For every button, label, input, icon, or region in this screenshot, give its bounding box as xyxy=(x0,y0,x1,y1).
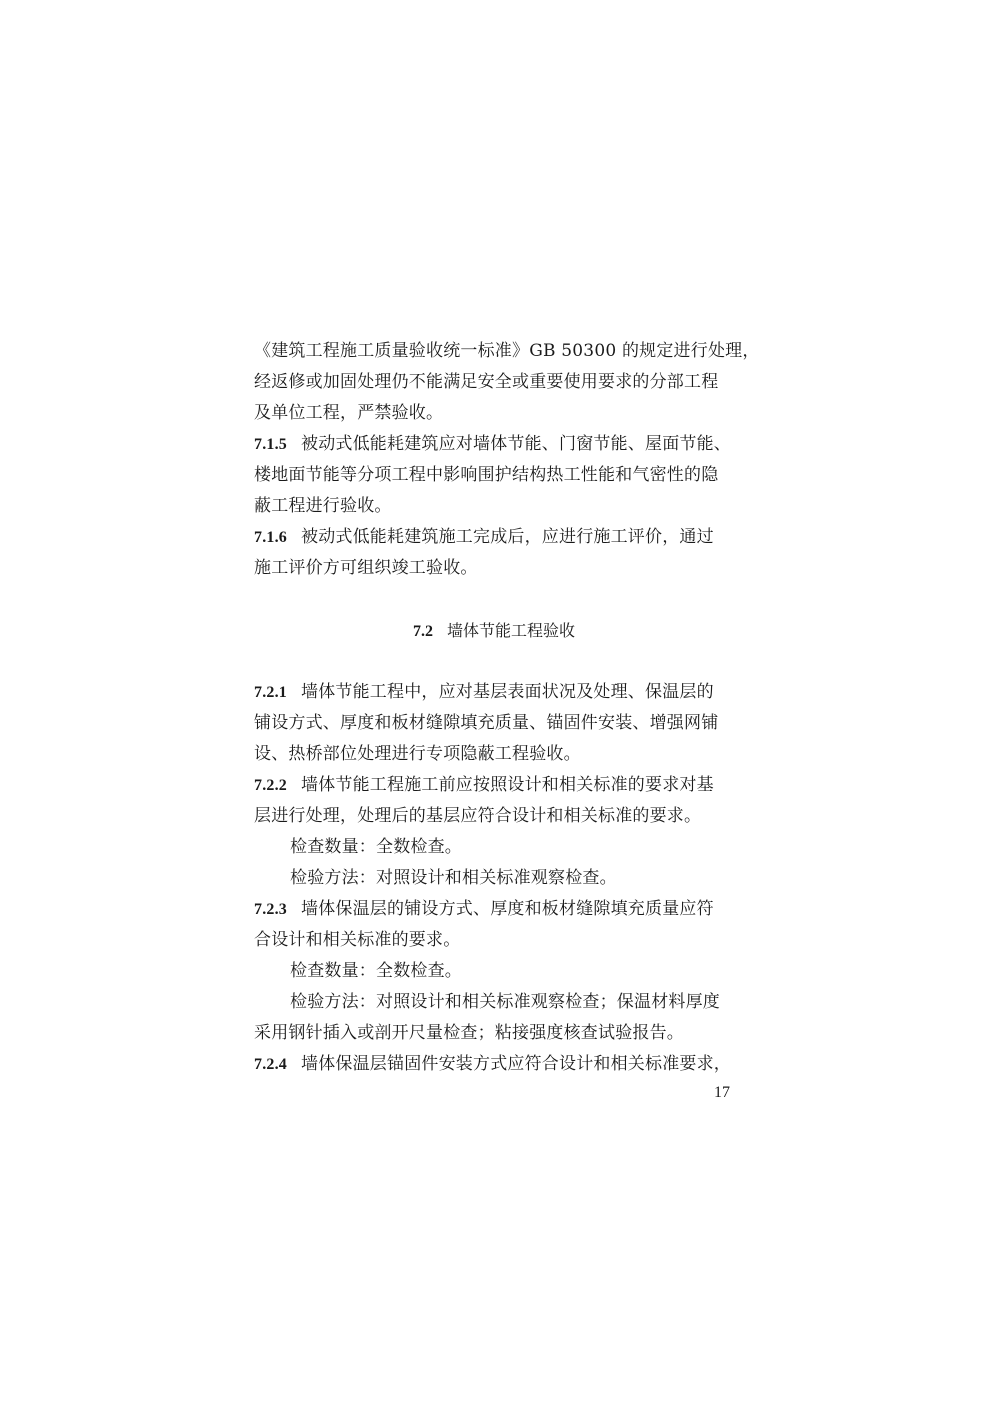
inspection-quantity: 检查数量：全数检查。 xyxy=(290,837,462,857)
clause-number: 7.2.1 xyxy=(254,684,287,701)
text-line: 墙体保温层的铺设方式、厚度和板材缝隙填充质量应符 xyxy=(301,899,714,919)
text-line: 墙体节能工程中，应对基层表面状况及处理、保温层的 xyxy=(301,682,714,702)
text-line: 被动式低能耗建筑应对墙体节能、门窗节能、屋面节能、 xyxy=(301,434,731,454)
text-line: 层进行处理，处理后的基层应符合设计和相关标准的要求。 xyxy=(254,806,702,826)
text-line: 经返修或加固处理仍不能满足安全或重要使用要求的分部工程 xyxy=(254,372,719,392)
text-line: 采用钢针插入或剖开尺量检查；粘接强度核查试验报告。 xyxy=(254,1023,684,1043)
text-line: 《建筑工程施工质量验收统一标准》GB 50300 的规定进行处理， xyxy=(254,341,760,361)
section-title: 墙体节能工程验收 xyxy=(446,621,575,640)
clause-number: 7.2.4 xyxy=(254,1056,287,1073)
clause-number: 7.1.6 xyxy=(254,529,287,546)
clause-7-1-5 xyxy=(254,429,734,522)
clause-7-2-3 xyxy=(254,894,734,1049)
inspection-quantity: 检查数量：全数检查。 xyxy=(290,961,462,981)
text-line: 施工评价方可组织竣工验收。 xyxy=(254,558,478,578)
inspection-method: 检验方法：对照设计和相关标准观察检查。 xyxy=(290,868,617,888)
clause-7-1-6 xyxy=(254,522,734,584)
clause-number: 7.1.5 xyxy=(254,436,287,453)
text-line: 铺设方式、厚度和板材缝隙填充质量、锚固件安装、增强网铺 xyxy=(254,713,719,733)
clause-7-2-2 xyxy=(254,770,734,894)
clause-7-2-1 xyxy=(254,677,734,770)
clause-number: 7.2.2 xyxy=(254,777,287,794)
text-line: 蔽工程进行验收。 xyxy=(254,496,392,516)
text-line: 楼地面节能等分项工程中影响围护结构热工性能和气密性的隐 xyxy=(254,465,719,485)
text-line: 合设计和相关标准的要求。 xyxy=(254,930,461,950)
page-body xyxy=(254,336,760,1080)
text-line: 设、热桥部位处理进行专项隐蔽工程验收。 xyxy=(254,744,581,764)
inspection-method: 检验方法：对照设计和相关标准观察检查；保温材料厚度 xyxy=(290,992,720,1012)
section-number: 7.2 xyxy=(412,623,433,640)
text-line: 墙体节能工程施工前应按照设计和相关标准的要求对基 xyxy=(301,775,714,795)
text-line: 及单位工程，严禁验收。 xyxy=(254,403,444,423)
section-heading xyxy=(254,615,734,646)
text-line: 墙体保温层锚固件安装方式应符合设计和相关标准要求， xyxy=(301,1054,731,1074)
clause-number: 7.2.3 xyxy=(254,901,287,918)
clause-7-2-4 xyxy=(254,1049,734,1080)
text-line: 被动式低能耗建筑施工完成后，应进行施工评价，通过 xyxy=(301,527,714,547)
page-number: 17 xyxy=(714,1084,730,1101)
intro-paragraph xyxy=(254,336,760,429)
